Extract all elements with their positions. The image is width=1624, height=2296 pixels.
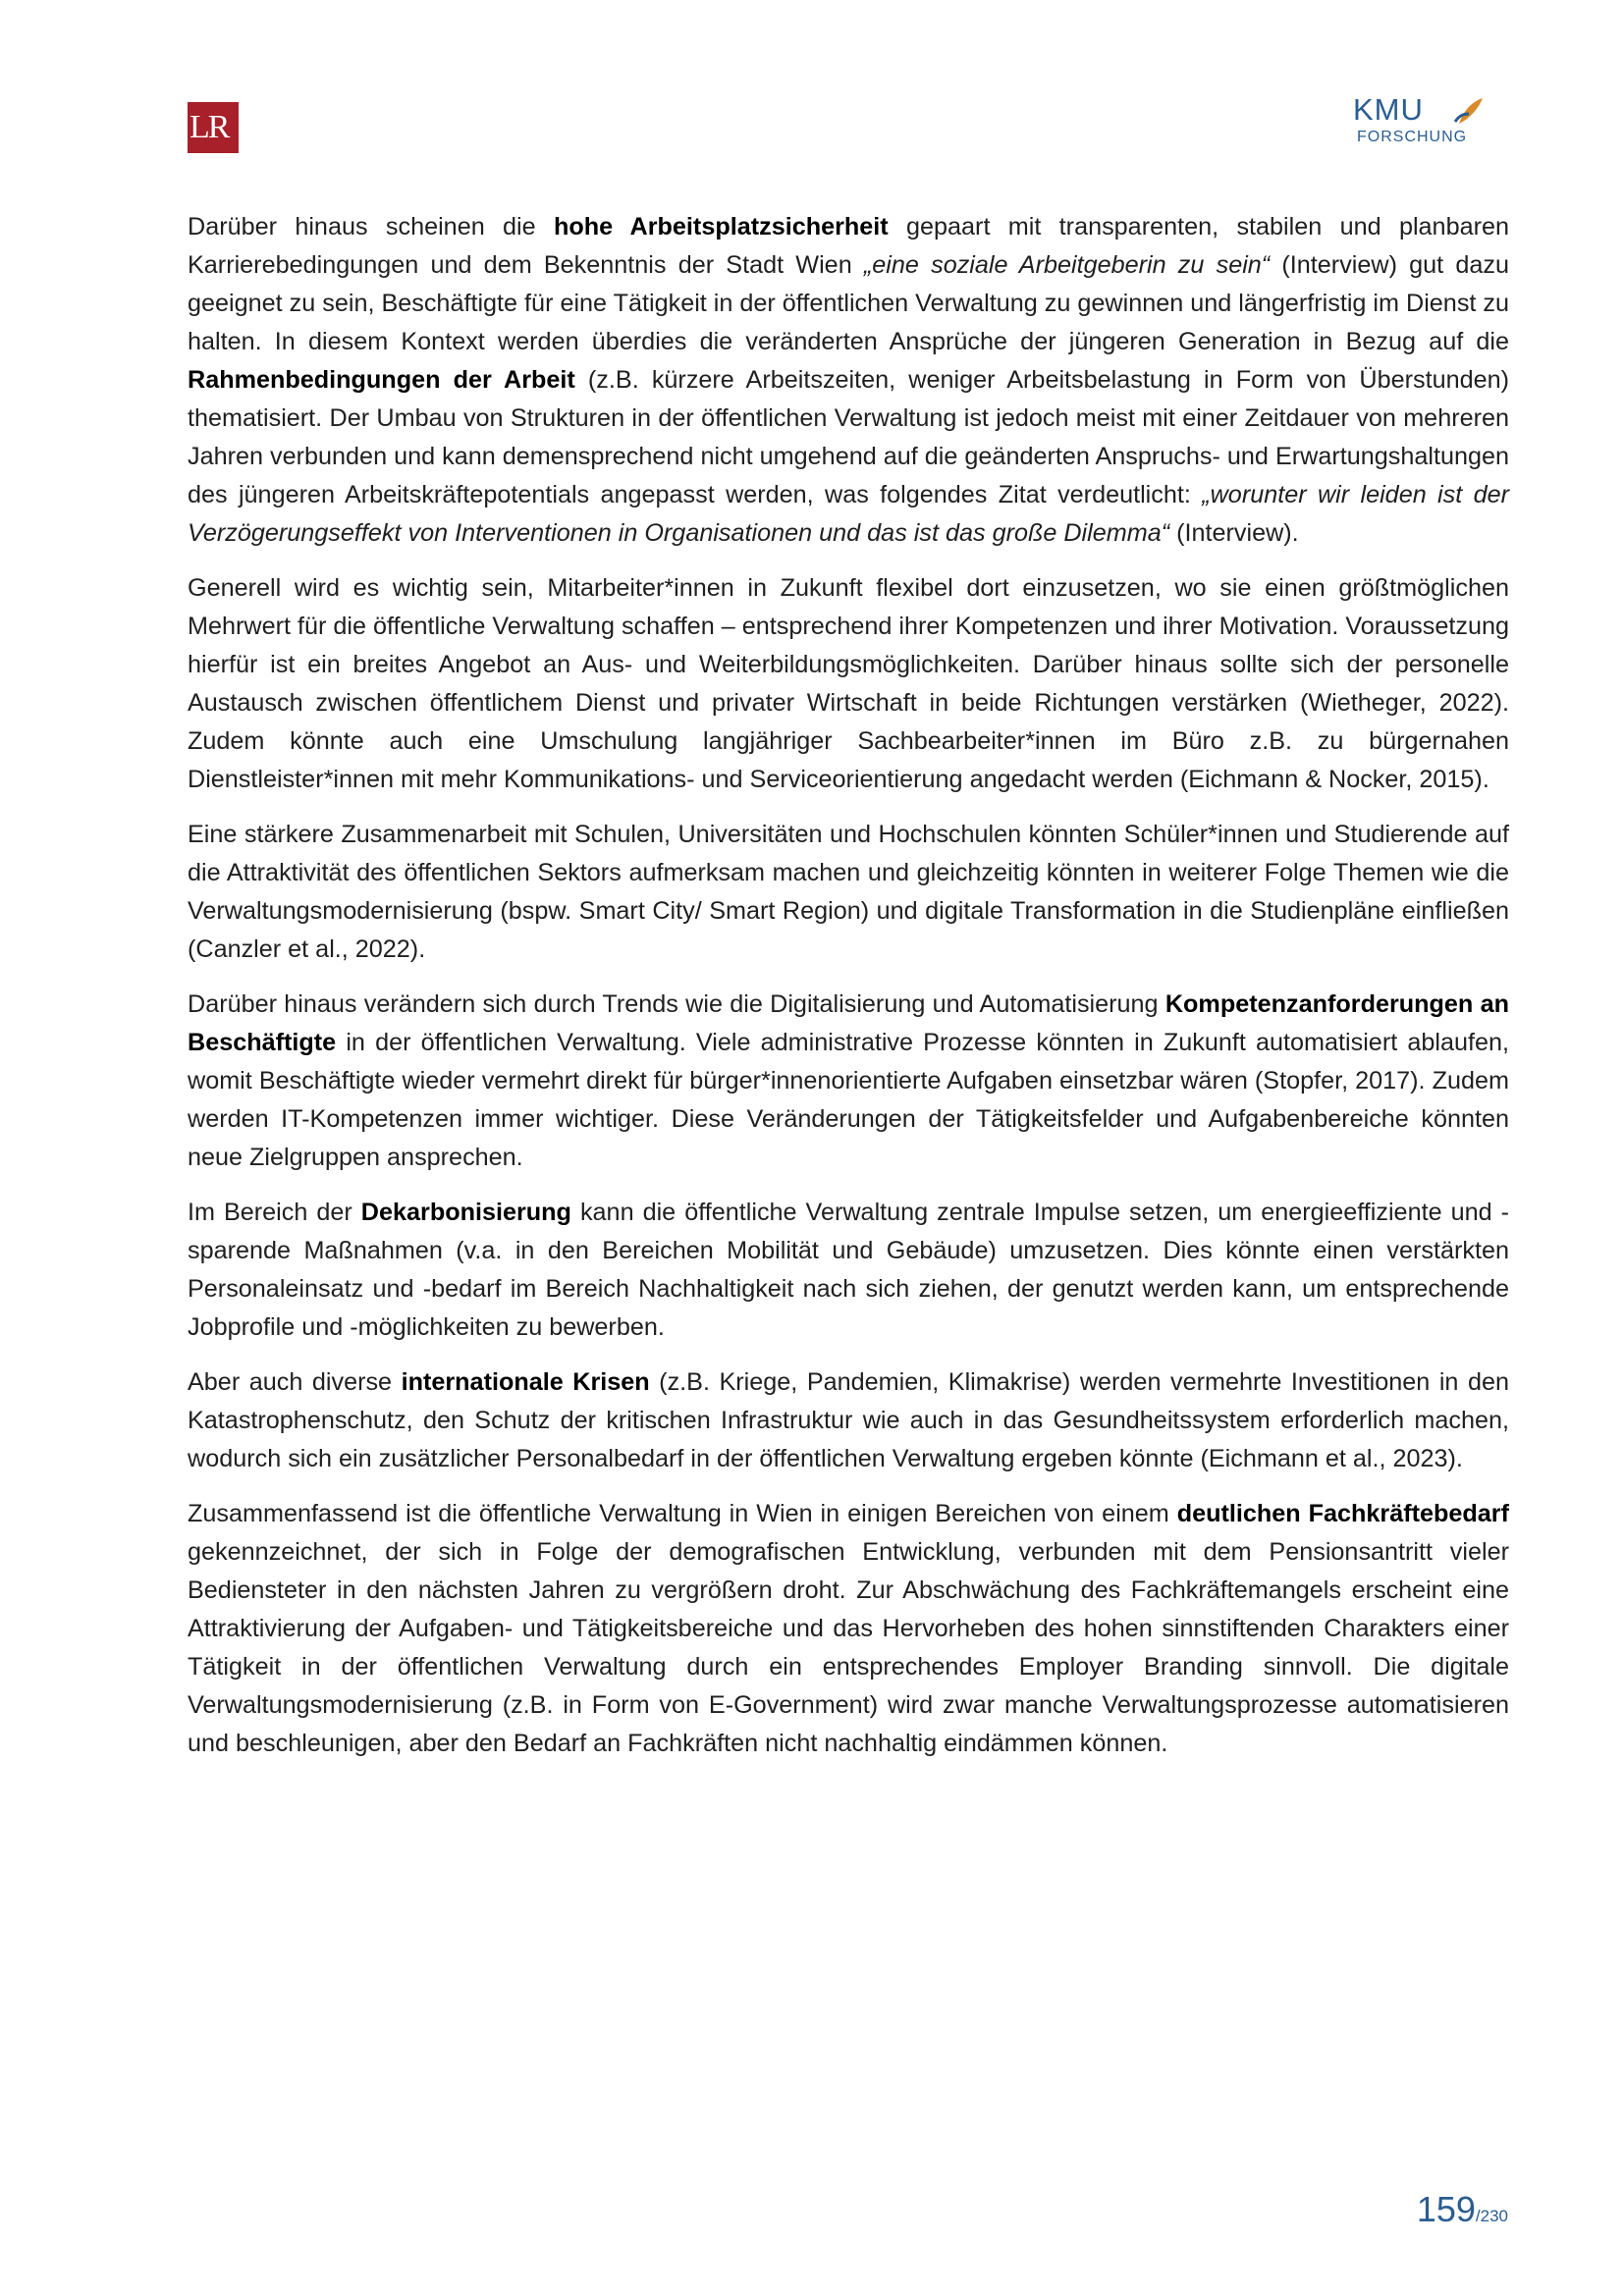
paragraph — [188, 986, 1509, 1177]
italic-quote: „eine soziale Arbeitgeberin zu sein“ — [863, 251, 1271, 279]
text-run: Aber auch diverse — [188, 1368, 402, 1396]
text-run: gepaart mit transparenten, stabilen und planbaren Karrierebedingungen und dem Bekenntnis der Stadt Wien — [188, 213, 1509, 279]
paragraph — [188, 1194, 1509, 1347]
text-run: gekennzeichnet, der sich in Folge der demografischen Entwicklung, verbunden mit dem Pensionsantritt vieler Bediensteter in den nächsten Jahren zu vergrößern droht. Zur Abschwächung des Fachkräftemangels erscheint eine Attraktivierung der Aufgaben- und Tätigkeitsbereiche und das Hervorheben des hohen sinnstiftenden Charakters einer Tätigkeit in der öffentlichen Verwaltung durch ein entsprechendes Employer Branding sinnvoll. Die digitale Verwaltungsmodernisierung (z.B. in Form von E-Government) wird zwar manche Verwaltungsprozesse automatisieren und beschleunigen, aber den Bedarf an Fachkräften nicht nachhaltig eindämmen können. — [188, 1538, 1509, 1757]
text-run: Eine stärkere Zusammenarbeit mit Schulen, Universitäten und Hochschulen könnten Schüler*innen und Studierende auf die Attraktivität des öffentlichen Sektors aufmerksam machen und gleichzeitig könnten in weiterer Folge Themen wie die Verwaltungsmodernisierung (bspw. Smart City/ Smart Region) und digitale Transformation in die Studienpläne einfließen (Canzler et al., 2022). — [188, 821, 1509, 963]
text-run: (Interview) gut dazu geeignet zu sein, Beschäftigte für eine Tätigkeit in der öffentlichen Verwaltung zu gewinnen und längerfristig im Dienst zu halten. In diesem Kontext werden überdies die veränderten Ansprüche der jüngeren Generation in Bezug auf die — [188, 251, 1510, 355]
text-run: Darüber hinaus verändern sich durch Trends wie die Digitalisierung und Automatisierung — [188, 990, 1165, 1018]
text-run: in der öffentlichen Verwaltung. Viele administrative Prozesse könnten in Zukunft automatisiert ablaufen, womit Beschäftigte wieder vermehrt direkt für bürger*innenorientierte Aufgaben einsetzbar wären (Stopfer, 2017). Zudem werden IT-Kompetenzen immer wichtiger. Diese Veränderungen der Tätigkeitsfelder und Aufgabenbereiche könnten neue Zielgruppen ansprechen. — [188, 1029, 1509, 1171]
text-run: (z.B. Kriege, Pandemien, Klimakrise) werden vermehrte Investitionen in den Katastrophenschutz, den Schutz der kritischen Infrastruktur wie auch in das Gesundheitssystem erforderlich machen, wodurch sich ein zusätzlicher Personalbedarf in der öffentlichen Verwaltung ergeben könnte (Eichmann et al., 2023). — [188, 1368, 1509, 1472]
italic-quote: „worunter wir leiden ist der Verzögerungseffekt von Interventionen in Organisationen und das ist das große Dilemma“ — [188, 481, 1509, 547]
bold-text: hohe Arbeitsplatzsicherheit — [553, 213, 889, 240]
text-run: Im Bereich der — [188, 1199, 361, 1226]
bold-text: Kompetenzanforderungen an Beschäftigte — [188, 990, 1509, 1056]
text-run: (z.B. kürzere Arbeitszeiten, weniger Arbeitsbelastung in Form von Überstunden) thematisiert. Der Umbau von Strukturen in der öffentlichen Verwaltung ist jedoch meist mit einer Zeitdauer von mehreren Jahren verbunden und kann demensprechend nicht umgehend auf die geänderten Anspruchs- und Erwartungshaltungen des jüngeren Arbeitskräftepotentials angepasst werden, was folgendes Zitat verdeutlicht: — [188, 366, 1509, 508]
bold-text: Rahmenbedingungen der Arbeit — [188, 366, 575, 394]
text-run: Zusammenfassend ist die öffentliche Verwaltung in Wien in einigen Bereichen von einem — [188, 1500, 1177, 1527]
text-run: Generell wird es wichtig sein, Mitarbeiter*innen in Zukunft flexibel dort einzusetzen, wo sie einen größtmöglichen Mehrwert für die öffentliche Verwaltung schaffen – entsprechend ihrer Kompetenzen und ihrer Motivation. Voraussetzung hierfür ist ein breites Angebot an Aus- und Weiterbildungsmöglichkeiten. Darüber hinaus sollte sich der personelle Austausch zwischen öffentlichem Dienst und privater Wirtschaft in beide Richtungen verstärken (Wietheger, 2022). Zudem könnte auch eine Umschulung langjähriger Sachbearbeiter*innen im Büro z.B. zu bürgernahen Dienstleister*innen mit mehr Kommunikations- und Serviceorientierung angedacht werden (Eichmann & Nocker, 2015). — [188, 574, 1509, 793]
bold-text: internationale Krisen — [401, 1368, 650, 1396]
bold-text: deutlichen Fachkräftebedarf — [1176, 1500, 1509, 1527]
text-run: kann die öffentliche Verwaltung zentrale Impulse setzen, um energieeffiziente und -sparende Maßnahmen (v.a. in den Bereichen Mobilität und Gebäude) umzusetzen. Dies könnte einen verstärkten Personaleinsatz und -bedarf im Bereich Nachhaltigkeit nach sich ziehen, der genutzt werden kann, um entsprechende Jobprofile und -möglichkeiten zu bewerben. — [188, 1199, 1509, 1341]
page-total: /230 — [1475, 2207, 1508, 2225]
paragraph — [188, 816, 1509, 969]
paragraph — [188, 1363, 1509, 1478]
paragraph — [188, 1495, 1509, 1763]
bold-text: Dekarbonisierung — [360, 1199, 571, 1226]
lr-logo-side-mark — [227, 104, 237, 151]
document-body — [188, 208, 1509, 1780]
page-current: 159 — [1416, 2189, 1476, 2229]
lr-logo-text: LR — [189, 109, 229, 145]
paragraph — [188, 569, 1509, 799]
text-run: (Interview). — [1169, 519, 1299, 547]
page-number — [1417, 2189, 1508, 2230]
paragraph — [188, 208, 1509, 553]
leaf-icon — [1453, 94, 1487, 128]
kmu-forschung-logo — [1353, 92, 1490, 153]
kmu-logo-title: KMU — [1353, 92, 1424, 127]
lr-logo — [188, 102, 239, 153]
kmu-logo-subtitle: FORSCHUNG — [1357, 129, 1468, 145]
text-run: Darüber hinaus scheinen die — [188, 213, 554, 240]
